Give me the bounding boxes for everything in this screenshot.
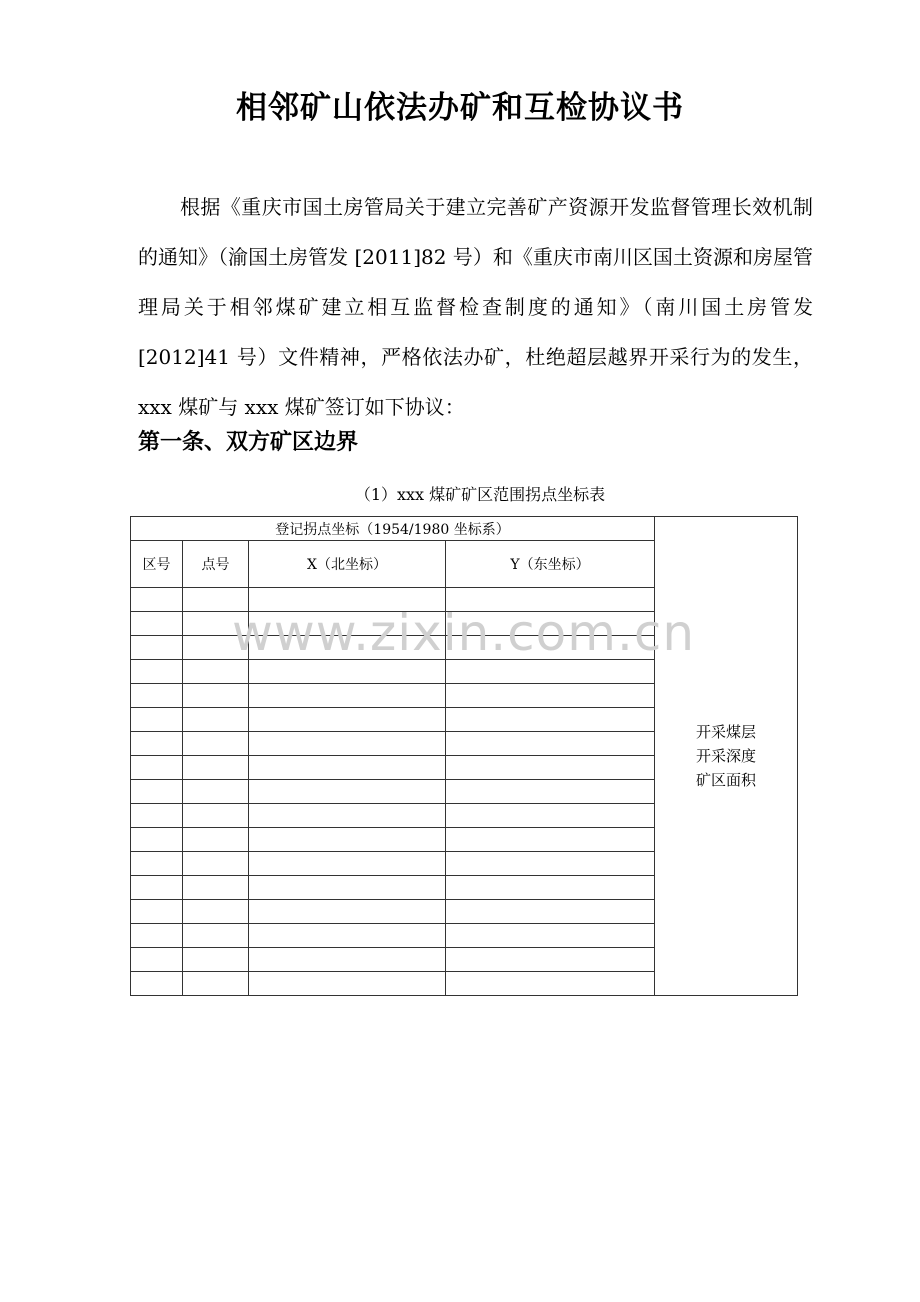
table-cell bbox=[249, 780, 446, 804]
mining-info-cell bbox=[655, 517, 798, 996]
table-cell bbox=[183, 732, 249, 756]
table-cell bbox=[446, 828, 655, 852]
table-cell bbox=[446, 948, 655, 972]
table-cell bbox=[131, 876, 183, 900]
table-cell bbox=[131, 948, 183, 972]
table-cell bbox=[131, 732, 183, 756]
table-cell bbox=[249, 708, 446, 732]
table-cell bbox=[249, 756, 446, 780]
table-cell bbox=[249, 732, 446, 756]
table-cell bbox=[249, 852, 446, 876]
table-cell bbox=[131, 972, 183, 996]
table-cell bbox=[183, 948, 249, 972]
table-cell bbox=[183, 708, 249, 732]
table-group-header: 登记拐点坐标（1954/1980 坐标系） bbox=[131, 517, 655, 541]
table-cell bbox=[131, 900, 183, 924]
table-cell bbox=[131, 588, 183, 612]
side-line: 开采深度 bbox=[695, 747, 756, 765]
table-cell bbox=[249, 684, 446, 708]
watermark: www.zixin.com.cn bbox=[232, 604, 696, 662]
coordinate-table bbox=[130, 516, 798, 996]
table-cell bbox=[183, 804, 249, 828]
table-cell bbox=[446, 708, 655, 732]
section-heading: 第一条、双方矿区边界 bbox=[138, 430, 359, 455]
table-cell bbox=[446, 900, 655, 924]
table-cell bbox=[183, 660, 249, 684]
table-cell bbox=[446, 972, 655, 996]
table-cell bbox=[183, 828, 249, 852]
table-cell bbox=[131, 708, 183, 732]
table-cell bbox=[131, 924, 183, 948]
table-cell bbox=[249, 828, 446, 852]
table-cell bbox=[183, 684, 249, 708]
column-header: 点号 bbox=[183, 541, 249, 588]
table-cell bbox=[131, 780, 183, 804]
table-cell bbox=[249, 876, 446, 900]
table-cell bbox=[249, 588, 446, 612]
table-cell bbox=[446, 804, 655, 828]
table-cell bbox=[131, 804, 183, 828]
table-cell bbox=[446, 636, 655, 660]
table-cell bbox=[249, 924, 446, 948]
side-line: 矿区面积 bbox=[695, 771, 756, 789]
table-cell bbox=[249, 972, 446, 996]
table-cell bbox=[249, 660, 446, 684]
table-cell bbox=[249, 948, 446, 972]
table-cell bbox=[183, 780, 249, 804]
table-cell bbox=[183, 756, 249, 780]
table-cell bbox=[131, 756, 183, 780]
table-cell bbox=[249, 636, 446, 660]
table-cell bbox=[446, 756, 655, 780]
table-cell bbox=[131, 660, 183, 684]
table-cell bbox=[183, 588, 249, 612]
table-cell bbox=[446, 612, 655, 636]
table-cell bbox=[131, 828, 183, 852]
table-cell bbox=[131, 636, 183, 660]
table-cell bbox=[131, 684, 183, 708]
table-cell bbox=[446, 684, 655, 708]
table-cell bbox=[446, 876, 655, 900]
table-cell bbox=[131, 852, 183, 876]
column-header: 区号 bbox=[131, 541, 183, 588]
document-title: 相邻矿山依法办矿和互检协议书 bbox=[236, 90, 684, 126]
table-cell bbox=[183, 972, 249, 996]
table-cell bbox=[446, 852, 655, 876]
table-caption: （1）xxx 煤矿矿区范围拐点坐标表 bbox=[354, 485, 606, 504]
column-header: X（北坐标） bbox=[249, 541, 446, 588]
side-line: 开采煤层 bbox=[695, 723, 756, 741]
table-cell bbox=[183, 876, 249, 900]
table-cell bbox=[183, 612, 249, 636]
table-cell bbox=[249, 804, 446, 828]
table-cell bbox=[446, 732, 655, 756]
table-cell bbox=[183, 852, 249, 876]
column-header: Y（东坐标） bbox=[446, 541, 655, 588]
table-cell bbox=[446, 924, 655, 948]
table-cell bbox=[183, 900, 249, 924]
intro-paragraph: 根据《重庆市国土房管局关于建立完善矿产资源开发监督管理长效机制的通知》（渝国土房管发 [2011]82 号）和《重庆市南川区国土资源和房屋管理局关于相邻煤矿建立相互监督检查制度的通知》（南川国土房管发[2012]41 号）文件精神，严格依法办矿，杜绝超层越界开采行为的发生，xxx 煤矿与 xxx 煤矿签订如下协议： bbox=[138, 195, 813, 419]
table-cell bbox=[131, 612, 183, 636]
table-cell bbox=[446, 588, 655, 612]
table-cell bbox=[249, 900, 446, 924]
table-cell bbox=[446, 780, 655, 804]
table-cell bbox=[183, 636, 249, 660]
table-cell bbox=[249, 612, 446, 636]
table-cell bbox=[183, 924, 249, 948]
table-cell bbox=[446, 660, 655, 684]
